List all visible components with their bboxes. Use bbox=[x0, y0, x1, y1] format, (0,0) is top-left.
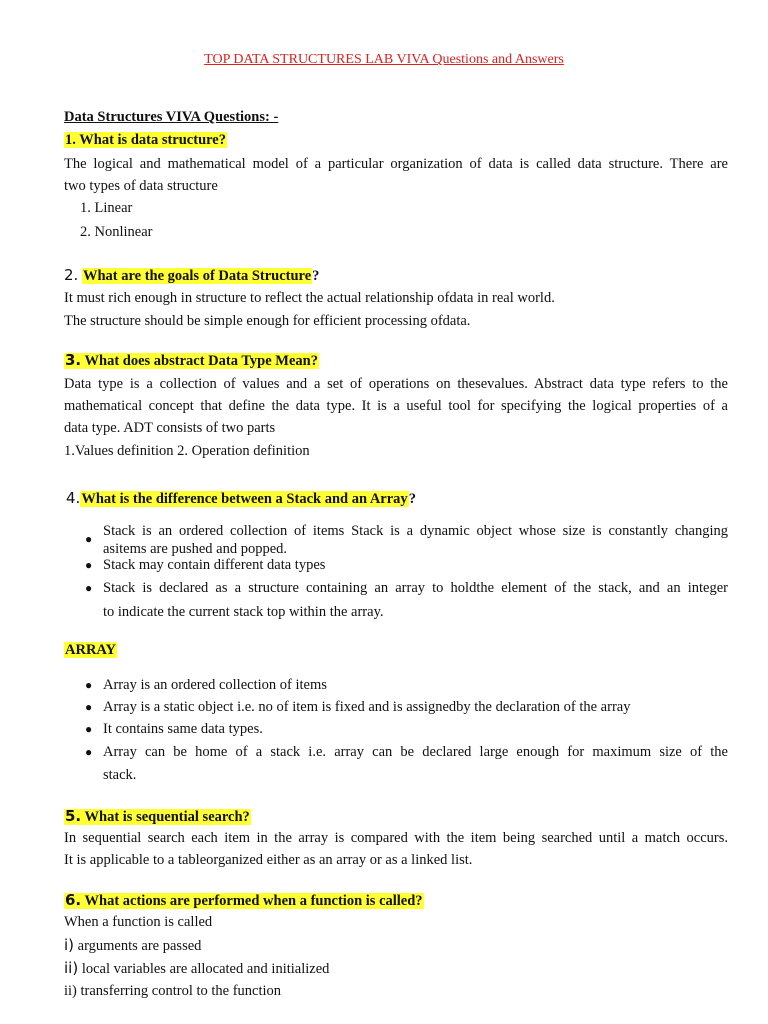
q3-answer-line-3: data type. ADT consists of two parts bbox=[64, 420, 276, 436]
question-2-text: What are the goals of Data Structure bbox=[82, 268, 312, 284]
question-1-number: 1. bbox=[65, 132, 76, 148]
q6-step-3 bbox=[64, 981, 728, 1001]
array-bullet-4-line-2: stack. bbox=[103, 767, 137, 783]
stack-bullet-1-line-1: Stack is an ordered collection of items Stack is a dynamic object whose size is constantly changing bbox=[103, 523, 728, 539]
q6-step-1-text: arguments are passed bbox=[77, 938, 202, 954]
question-3-number: 3. bbox=[65, 351, 82, 369]
q3-answer-line-4: 1.Values definition 2. Operation definition bbox=[64, 443, 310, 459]
array-bullet-1: Array is an ordered collection of items bbox=[103, 677, 327, 693]
question-2-number: 2. bbox=[64, 266, 79, 284]
q1-type-2-label: Nonlinear bbox=[94, 224, 153, 240]
q3-answer-line-2: mathematical concept that define the data type. It is a useful tool for specifying the logical properties of a bbox=[64, 398, 728, 414]
q1-answer-line-1: The logical and mathematical model of a particular organization of data is called data structure. There are bbox=[64, 156, 728, 172]
question-1-highlight bbox=[64, 132, 227, 148]
bullet-icon: ● bbox=[85, 700, 93, 714]
stack-bullet-1-line-2: asitems are pushed and popped. bbox=[103, 541, 288, 557]
array-heading bbox=[64, 640, 728, 660]
stack-bullet-3-line-2: to indicate the current stack top within the array. bbox=[103, 604, 384, 620]
q6-step-2 bbox=[64, 958, 728, 979]
q6-answer-line-1: When a function is called bbox=[64, 914, 213, 930]
array-heading-text: ARRAY bbox=[65, 642, 117, 658]
q2-answer-line-2: The structure should be simple enough for efficient processing ofdata. bbox=[64, 313, 471, 329]
q1-type-1-label: Linear bbox=[94, 200, 133, 216]
q6-step-2-marker: ii) bbox=[64, 959, 79, 977]
document-title: TOP DATA STRUCTURES LAB VIVA Questions and Answers bbox=[204, 52, 564, 67]
question-5-highlight bbox=[64, 809, 251, 825]
bullet-icon: ● bbox=[85, 532, 93, 546]
q6-step-2-text: local variables are allocated and initialized bbox=[81, 961, 330, 977]
q3-answer-line-1: Data type is a collection of values and a set of operations on thesevalues. Abstract data type refers to the bbox=[64, 376, 728, 392]
q2-answer-line-1: It must rich enough in structure to reflect the actual relationship ofdata in real world. bbox=[64, 290, 555, 306]
q1-type-2-number: 2. bbox=[80, 224, 91, 240]
q6-step-1 bbox=[64, 935, 728, 956]
array-bullet-3: It contains same data types. bbox=[103, 721, 263, 737]
q5-answer-line-2: It is applicable to a tableorganized either as an array or as a linked list. bbox=[64, 852, 473, 868]
q1-type-1 bbox=[80, 198, 132, 218]
bullet-icon: ● bbox=[85, 558, 93, 572]
bullet-icon: ● bbox=[85, 581, 93, 595]
question-1 bbox=[64, 130, 728, 150]
bullet-icon: ● bbox=[85, 745, 93, 759]
question-5 bbox=[64, 806, 728, 827]
question-4-number: 4. bbox=[66, 489, 81, 507]
question-4-text: What is the difference between a Stack and an Array bbox=[81, 491, 408, 507]
q6-step-3-marker: ii) bbox=[64, 983, 77, 999]
q6-step-1-marker: i) bbox=[64, 936, 75, 954]
q5-answer-line-1: In sequential search each item in the array is compared with the item being searched until a match occurs. bbox=[64, 830, 728, 846]
stack-bullet-2: Stack may contain different data types bbox=[103, 557, 326, 573]
question-4 bbox=[66, 488, 730, 509]
q1-type-1-number: 1. bbox=[80, 200, 91, 216]
question-5-number: 5. bbox=[65, 807, 82, 825]
question-6 bbox=[64, 890, 728, 911]
question-3-text: What does abstract Data Type Mean? bbox=[84, 353, 318, 369]
bullet-icon: ● bbox=[85, 722, 93, 736]
stack-bullet-3-line-1: Stack is declared as a structure containing an array to holdthe element of the stack, and an integer bbox=[103, 580, 728, 596]
array-bullet-4-line-1: Array can be home of a stack i.e. array can be declared large enough for maximum size of the bbox=[103, 744, 728, 760]
question-2-suffix: ? bbox=[312, 268, 320, 284]
question-2 bbox=[64, 265, 728, 286]
question-6-text: What actions are performed when a function is called? bbox=[84, 893, 423, 909]
question-1-text: What is data structure? bbox=[79, 132, 226, 148]
question-6-number: 6. bbox=[65, 891, 82, 909]
question-3-highlight bbox=[64, 353, 319, 369]
q1-answer-line-2: two types of data structure bbox=[64, 178, 218, 194]
question-6-highlight bbox=[64, 893, 424, 909]
question-4-suffix: ? bbox=[408, 491, 416, 507]
section-heading: Data Structures VIVA Questions: - bbox=[64, 109, 279, 125]
q6-step-3-text: transferring control to the function bbox=[80, 983, 282, 999]
question-5-text: What is sequential search? bbox=[84, 809, 250, 825]
question-3 bbox=[64, 350, 728, 371]
array-bullet-2: Array is a static object i.e. no of item is fixed and is assignedby the declaration of the array bbox=[103, 699, 631, 715]
q1-type-2 bbox=[80, 222, 152, 242]
bullet-icon: ● bbox=[85, 678, 93, 692]
